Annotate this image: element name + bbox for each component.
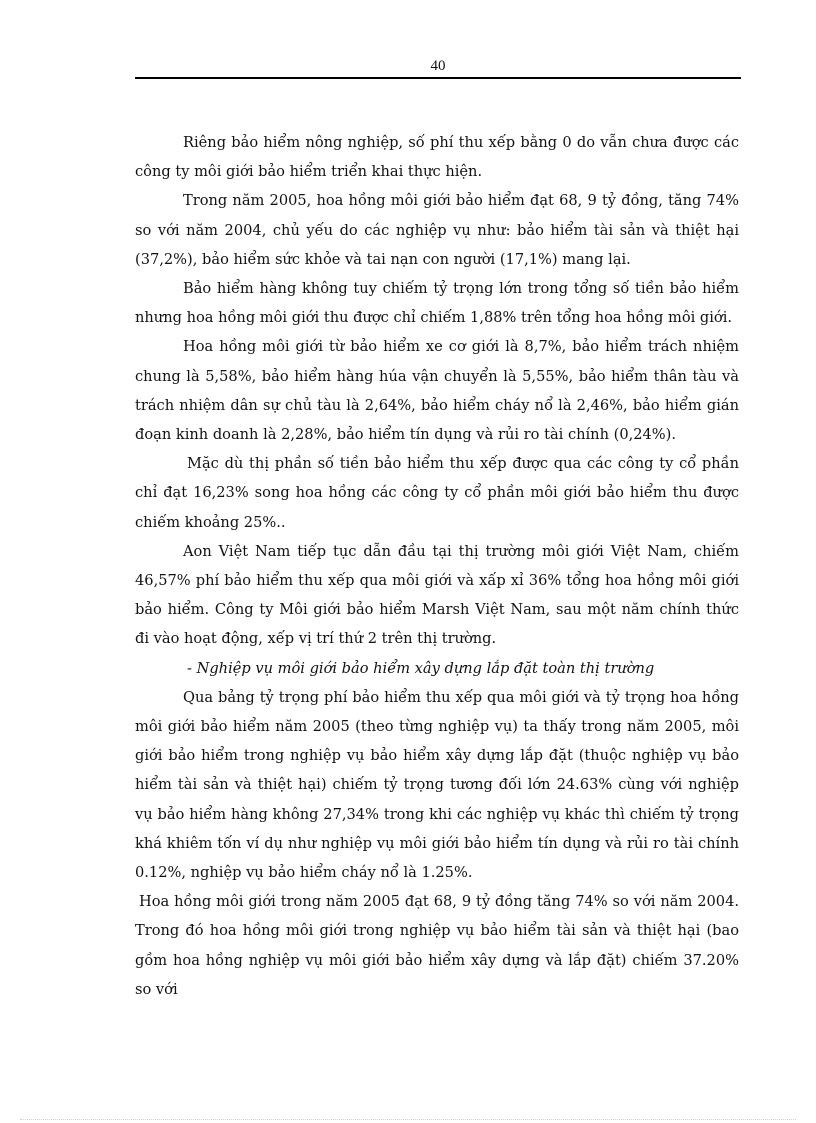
page-number: 40 <box>430 58 446 74</box>
paragraph-commission-2005: Trong năm 2005, hoa hồng môi giới bảo hiểm đạt 68, 9 tỷ đồng, tăng 74% so với năm 2004, chủ yếu do các nghiệp vụ như: bảo hiểm tài sản và thiệt hại (37,2%), bảo hiểm sức khỏe và tai nạn con người (17,1%) mang lại. <box>135 192 739 268</box>
page-bottom-border <box>20 1119 796 1120</box>
paragraph-aon-marsh: Aon Việt Nam tiếp tục dẫn đầu tại thị trường môi giới Việt Nam, chiếm 46,57% phí bảo hiểm thu xếp qua môi giới và xấp xỉ 36% tổng hoa hồng môi giới bảo hiểm. Công ty Môi giới bảo hiểm Marsh Việt Nam, sau một năm chính thức đi vào hoạt động, xếp vị trí thứ 2 trên thị trường. <box>135 542 739 648</box>
document-body <box>135 128 739 1004</box>
paragraph-aviation: Bảo hiểm hàng không tuy chiếm tỷ trọng lớn trong tổng số tiền bảo hiểm nhưng hoa hồng môi giới thu được chỉ chiếm 1,88% trên tổng hoa hồng môi giới. <box>135 280 739 327</box>
header-rule <box>135 77 741 79</box>
paragraph-commission-total: Hoa hồng môi giới trong năm 2005 đạt 68, 9 tỷ đồng tăng 74% so với năm 2004. Trong đó hoa hồng môi giới trong nghiệp vụ bảo hiểm tài sản và thiệt hại (bao gồm hoa hồng nghiệp vụ môi giới bảo hiểm xây dựng và lắp đặt) chiếm 37.20% so với <box>135 893 739 998</box>
paragraph-commission-breakdown: Hoa hồng môi giới từ bảo hiểm xe cơ giới là 8,7%, bảo hiểm trách nhiệm chung là 5,58%, bảo hiểm hàng húa vận chuyển là 5,55%, bảo hiểm thân tàu và trách nhiệm dân sự chủ tàu là 2,64%, bảo hiểm cháy nổ là 2,46%, bảo hiểm gián đoạn kinh doanh là 2,28%, bảo hiểm tín dụng và rủi ro tài chính (0,24%). <box>135 338 739 444</box>
paragraph-joint-stock: Mặc dù thị phần số tiền bảo hiểm thu xếp được qua các công ty cổ phần chỉ đạt 16,23% song hoa hồng các công ty cổ phần môi giới bảo hiểm thu được chiếm khoảng 25%.. <box>135 455 739 531</box>
section-heading: - Nghiệp vụ môi giới bảo hiểm xây dựng lắp đặt toàn thị trường <box>187 659 655 677</box>
paragraph-agriculture: Riêng bảo hiểm nông nghiệp, số phí thu xếp bằng 0 do vẫn chưa được các công ty môi giới bảo hiểm triển khai thực hiện. <box>135 134 739 181</box>
paragraph-construction-share: Qua bảng tỷ trọng phí bảo hiểm thu xếp qua môi giới và tỷ trọng hoa hồng môi giới bảo hiểm năm 2005 (theo từng nghiệp vụ) ta thấy trong năm 2005, môi giới bảo hiểm trong nghiệp vụ bảo hiểm xây dựng lắp đặt (thuộc nghiệp vụ bảo hiểm tài sản và thiệt hại) chiếm tỷ trọng tương đối lớn 24.63% cùng với nghiệp vụ bảo hiểm hàng không 27,34% trong khi các nghiệp vụ khác thì chiếm tỷ trọng khá khiêm tốn ví dụ như nghiệp vụ môi giới bảo hiểm tín dụng và rủi ro tài chính 0.12%, nghiệp vụ bảo hiểm cháy nổ là 1.25%. <box>135 688 739 882</box>
